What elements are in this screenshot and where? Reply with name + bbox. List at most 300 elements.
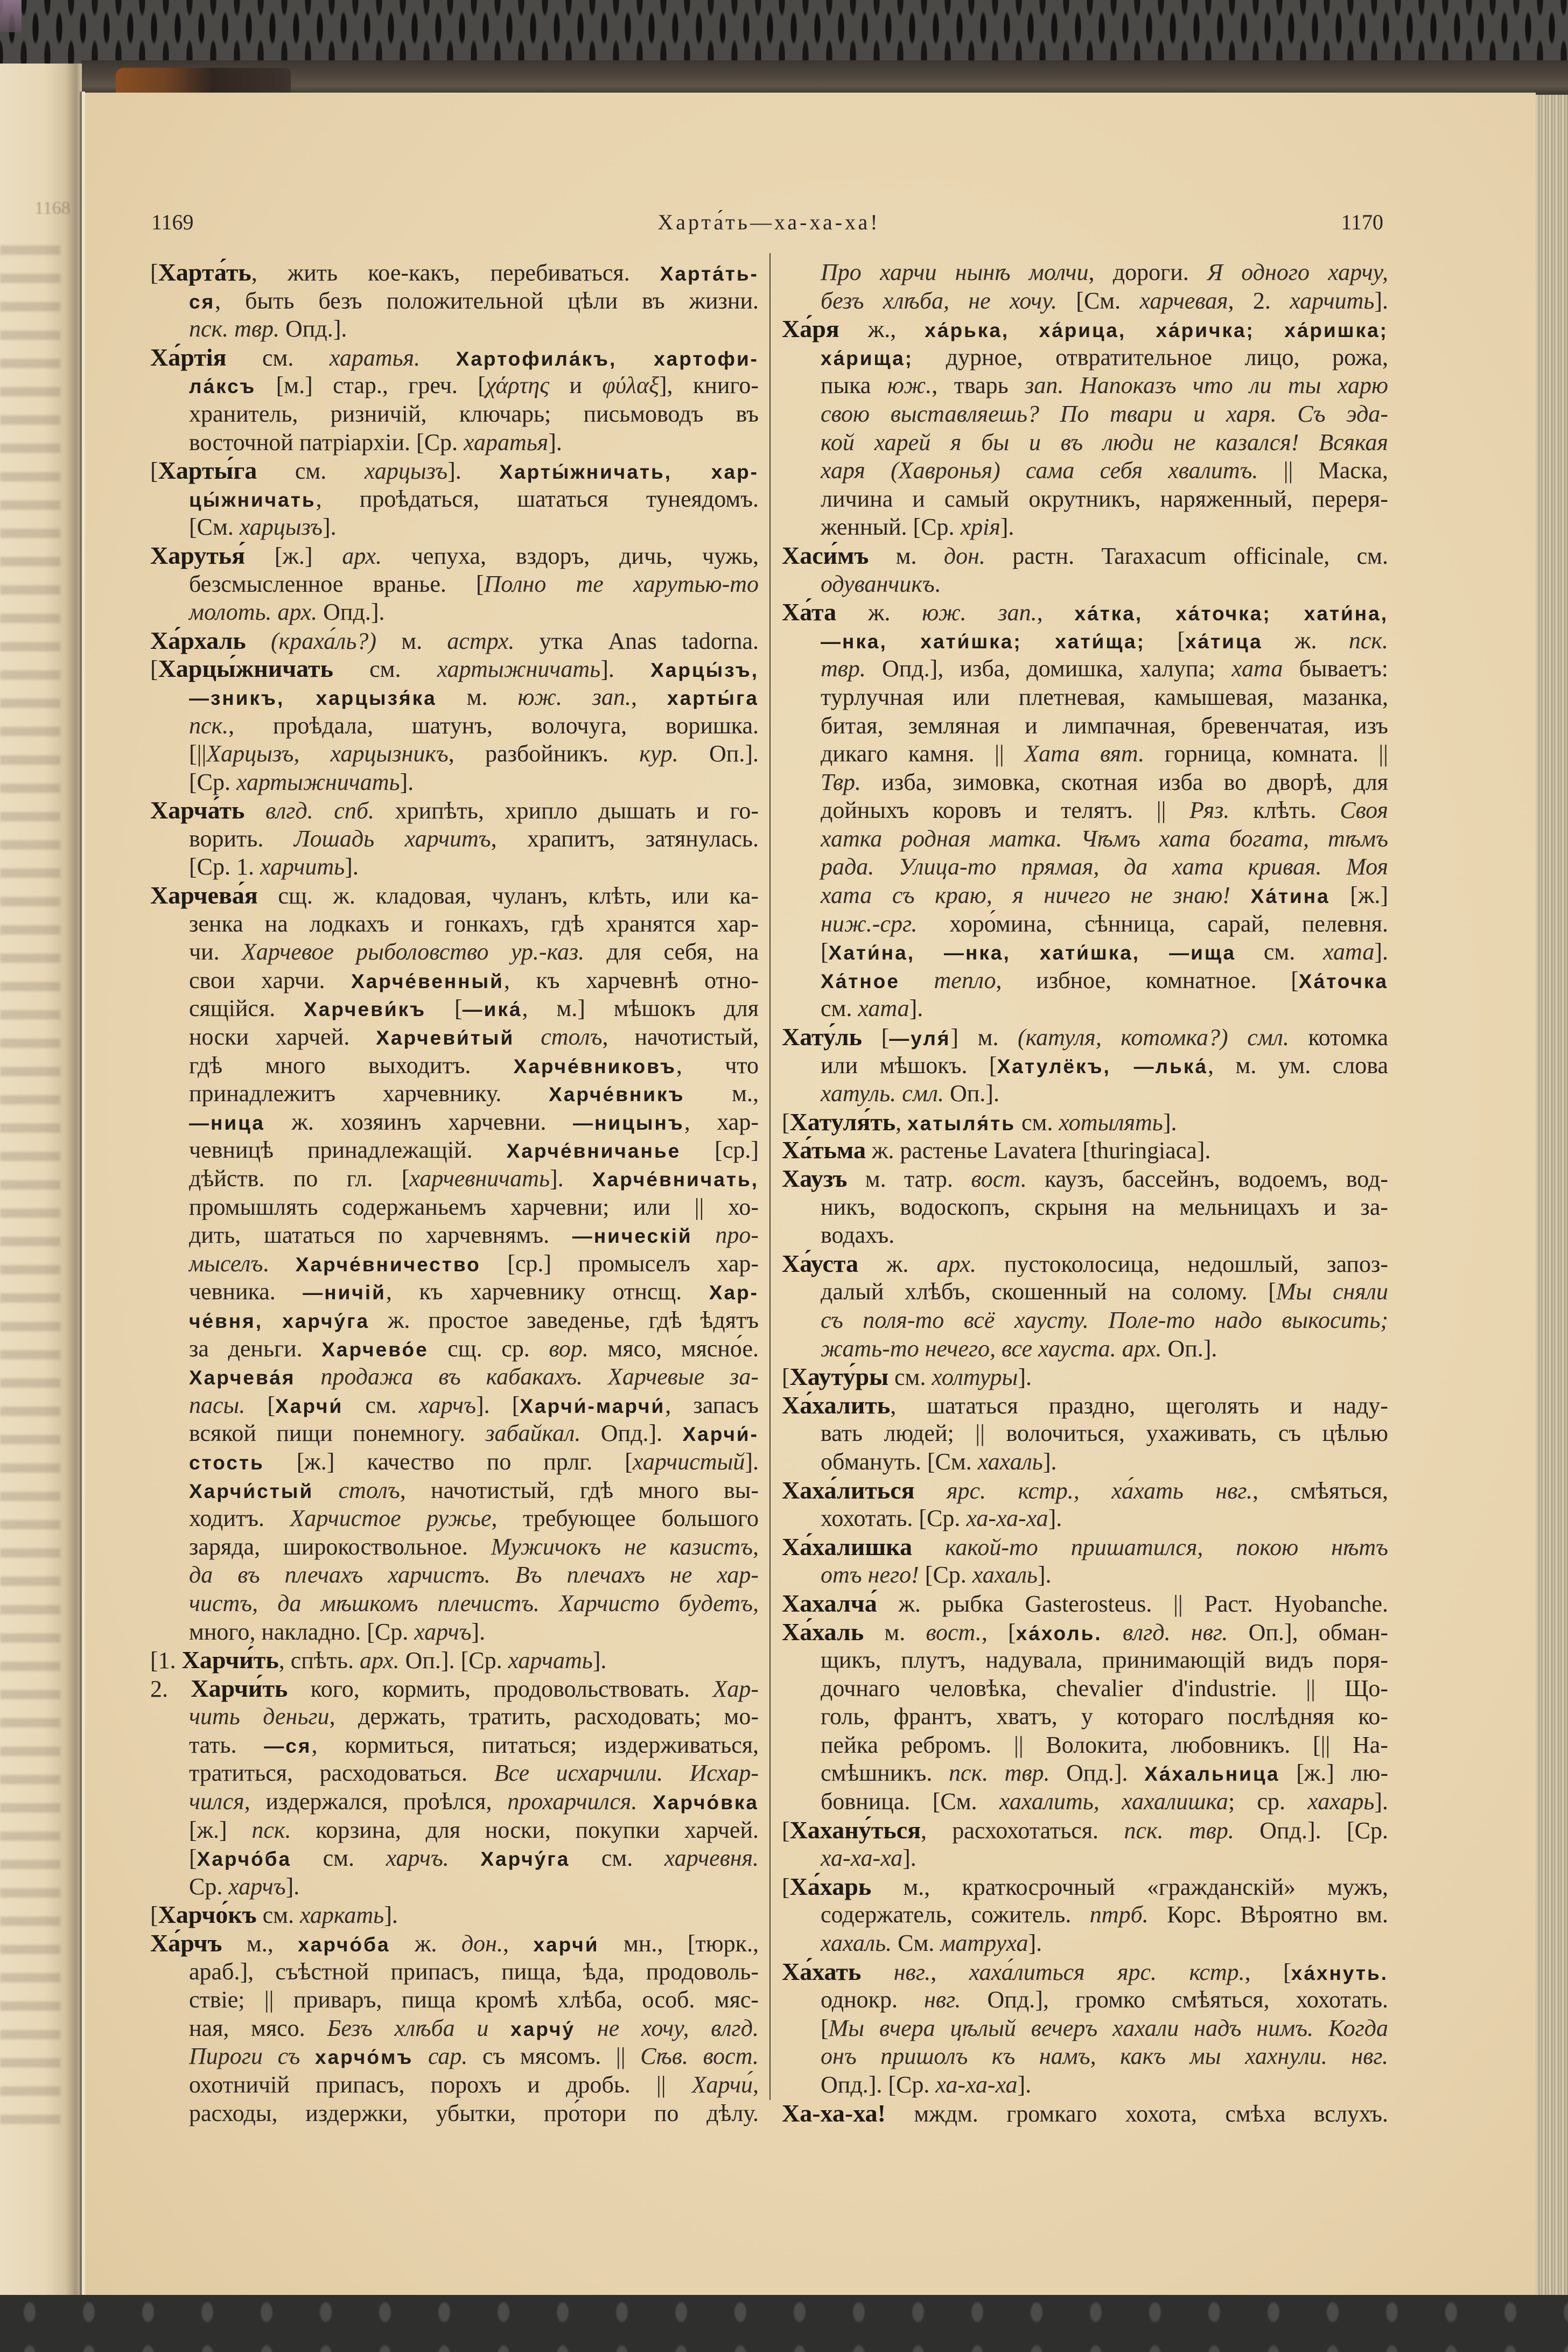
- headword-line: [150, 1901, 759, 1929]
- text-run: ж.: [390, 1930, 461, 1957]
- text-run: [: [782, 1109, 790, 1136]
- entry-line: [150, 485, 759, 514]
- italic-text: пск. твр.: [1124, 1817, 1234, 1844]
- italic-text: Мы сняли: [1276, 1278, 1388, 1305]
- headword: Ха́ртія: [150, 343, 227, 371]
- italic-text: (краха́ль?): [271, 627, 377, 654]
- text-run: [244, 797, 265, 824]
- entry-line: [782, 1193, 1388, 1222]
- entry-line: [782, 258, 1388, 287]
- entry-line: [782, 344, 1388, 372]
- italic-text: χάρτης: [485, 372, 550, 399]
- italic-text: юж. зап.: [517, 683, 632, 710]
- entry-line: [782, 1504, 1388, 1533]
- bold-form: —ика́: [462, 998, 522, 1021]
- text-run: сящійся.: [189, 995, 304, 1022]
- italic-text: про-: [715, 1222, 759, 1249]
- entry-line: [150, 1590, 759, 1618]
- italic-text: Безъ хлѣба и: [327, 2014, 489, 2041]
- headword-line: [782, 598, 1388, 627]
- italic-text: Хата вят.: [1024, 740, 1145, 767]
- italic-text: Харчи́,: [691, 2071, 759, 2098]
- italic-text: чить деньги: [189, 1703, 330, 1730]
- bold-form: —ничій: [303, 1282, 386, 1304]
- text-run: турлучная или плетневая, камышевая, мазанка,: [821, 683, 1388, 710]
- text-run: см.: [888, 1364, 932, 1391]
- text-run: [: [782, 1817, 790, 1844]
- text-run: [295, 1363, 320, 1390]
- text-run: хохотать. [Ср.: [821, 1505, 967, 1532]
- headword-line: [150, 457, 759, 485]
- text-run: , м.] мѣшокъ для: [522, 995, 759, 1022]
- entry-line: [782, 995, 1388, 1023]
- headword: Харчи́ть: [191, 1674, 288, 1702]
- headword: Ха́рчъ: [150, 1929, 222, 1957]
- text-run: [637, 1788, 653, 1815]
- text-run: Опд.].: [1049, 1760, 1145, 1787]
- bold-form: цы́жничать: [189, 488, 316, 511]
- headword-line: [150, 344, 759, 372]
- italic-text: харчить: [1290, 287, 1375, 314]
- entry-line: [782, 570, 1388, 599]
- bold-form: Харче́вничанье: [506, 1140, 681, 1163]
- italic-text: харцызъ: [239, 514, 323, 541]
- text-run: гдѣ много выходитъ.: [189, 1052, 514, 1079]
- italic-text: какой-то пришатился, покою нѣтъ: [944, 1534, 1389, 1560]
- entry-line: [150, 1448, 759, 1476]
- italic-text: Я одного харчу,: [1207, 259, 1388, 285]
- italic-text: столъ: [541, 1024, 603, 1051]
- scanner-foam-top: [0, 0, 1568, 67]
- text-run: безсмысленное вранье. [: [189, 570, 484, 597]
- italic-text: (катуля, котомка?) смл.: [1018, 1024, 1289, 1051]
- text-run: , хар-: [684, 1108, 759, 1135]
- italic-text: Хар-: [712, 1675, 759, 1702]
- text-run: тать.: [189, 1731, 264, 1758]
- bold-form: Харче́вничать,: [592, 1168, 759, 1191]
- text-run: [: [821, 939, 829, 965]
- text-run: зенка на лодкахъ и гонкахъ, гдѣ хранятся хар-: [189, 910, 759, 937]
- entry-line: [150, 967, 759, 995]
- text-run: котомка: [1289, 1024, 1389, 1051]
- italic-text: ха-ха-ха: [821, 1845, 903, 1872]
- headword: Харчо́къ: [158, 1901, 257, 1929]
- text-run: [ср.]: [681, 1137, 759, 1164]
- entry-line: [782, 825, 1388, 853]
- italic-text: свою выставляешь? По твари и харя. Съ эда-: [821, 400, 1388, 427]
- text-run: араб.], съѣстной припасъ, пища, ѣда, продоволь-: [189, 1958, 759, 1985]
- text-run: ].: [1374, 1788, 1388, 1815]
- text-run: [: [189, 1845, 197, 1872]
- headword: Ха́ря: [782, 315, 839, 343]
- text-run: корзина, для носки, покупки харчей.: [291, 1816, 759, 1843]
- entry-line: [150, 712, 759, 740]
- italic-text: пск.: [251, 1816, 291, 1843]
- bold-form: ся: [189, 290, 215, 313]
- text-run: дочнаго человѣка, chevalier d'industrie. || Що-: [821, 1675, 1388, 1702]
- headword: Ха́уста: [782, 1249, 859, 1277]
- text-run: ].: [1037, 1562, 1052, 1588]
- text-run: щикъ, плутъ, надувала, принимающій видъ поря-: [821, 1647, 1388, 1674]
- italic-text: Лошадь харчитъ: [293, 825, 491, 852]
- text-run: [ср.] промыселъ хар-: [480, 1250, 759, 1277]
- text-run: , что: [676, 1052, 759, 1079]
- italic-text: хата съ краю, я ничего не знаю!: [821, 882, 1231, 909]
- bold-form: хатыля́ть: [907, 1112, 1016, 1135]
- entry-line: [150, 1561, 759, 1590]
- bold-form: Харчи́стый: [189, 1480, 314, 1502]
- headword: Ха́харь: [789, 1872, 872, 1900]
- headword: Харутья́: [150, 541, 246, 569]
- text-run: [246, 628, 271, 654]
- text-run: [: [862, 1024, 890, 1051]
- text-run: см.: [291, 1845, 386, 1872]
- entry-line: [782, 1419, 1388, 1448]
- entry-line: [150, 740, 759, 768]
- text-run: ].: [1028, 1930, 1042, 1957]
- book-top-edge: [81, 60, 1568, 95]
- entry-line: [782, 1306, 1388, 1335]
- text-run: ж. простое заведенье, гдѣ ѣдятъ: [369, 1306, 759, 1333]
- text-run: смѣшникъ.: [821, 1760, 949, 1787]
- headword: Ха́тьма: [782, 1136, 866, 1164]
- text-run: [1.: [150, 1647, 182, 1674]
- text-run: кого, кормить, продовольствовать.: [288, 1675, 713, 1702]
- text-run: [575, 2015, 597, 2041]
- entry-line: [150, 287, 759, 316]
- bold-form: Харчеви́къ: [304, 998, 426, 1021]
- running-title: Харта́ть—ха-ха-ха!: [657, 210, 880, 234]
- text-run: , къ харчевнику отнсщ.: [386, 1278, 709, 1305]
- bold-form: Хартофила́къ, хартофи-: [456, 347, 759, 370]
- text-run: тратиться, расходоваться.: [189, 1760, 494, 1787]
- text-run: ].: [1000, 514, 1014, 541]
- italic-text: юж. зап.: [922, 599, 1037, 626]
- right-column: [782, 258, 1388, 2127]
- text-run: ].: [345, 853, 359, 880]
- text-run: ж. хозяинъ харчевни.: [264, 1108, 573, 1135]
- text-run: ].: [471, 1618, 486, 1645]
- entry-line: [782, 1788, 1388, 1816]
- text-run: ].: [1048, 1505, 1062, 1532]
- text-run: чевницѣ принадлежащій.: [189, 1137, 507, 1164]
- text-run: см.: [226, 344, 330, 371]
- text-run: ж.: [858, 1250, 937, 1277]
- bold-form: ла́ксъ: [189, 375, 256, 398]
- entry-line: [150, 1958, 759, 1986]
- text-run: однокр.: [821, 1986, 925, 2013]
- italic-text: арх.: [359, 1647, 400, 1674]
- text-run: ,: [1037, 599, 1075, 626]
- text-run: [861, 1959, 893, 1985]
- headword-line: [782, 1476, 1388, 1505]
- text-run: расходы, издержки, убытки, про́тори по дѣлу.: [189, 2099, 759, 2126]
- italic-text: безъ хлѣба, не хочу.: [821, 287, 1057, 314]
- text-run: ,: [895, 1109, 908, 1136]
- entry-line: [150, 1759, 759, 1788]
- entry-line: [150, 1108, 759, 1137]
- text-run: [420, 345, 456, 371]
- italic-text: пасы.: [189, 1391, 246, 1418]
- text-run: см.: [256, 1902, 300, 1929]
- italic-text: кур.: [639, 740, 678, 767]
- entry-line: [150, 1533, 759, 1562]
- headword-line: [150, 1646, 759, 1675]
- text-run: сщ. ср.: [428, 1335, 549, 1362]
- text-run: ].: [323, 514, 337, 541]
- italic-text: хатуль. смл.: [821, 1080, 944, 1107]
- bold-form: Харчи́: [275, 1395, 344, 1417]
- text-run: бываетъ:: [1283, 655, 1388, 682]
- text-run: содержатель, сожитель.: [821, 1901, 1090, 1928]
- entry-line: [150, 825, 759, 853]
- text-run: , разбойникъ.: [448, 740, 640, 767]
- headword: Харча́ть: [150, 796, 245, 824]
- text-run: ж.: [1262, 627, 1349, 654]
- entry-line: [782, 1561, 1388, 1590]
- italic-text: матруха: [940, 1930, 1028, 1957]
- italic-text: харатья.: [329, 344, 421, 371]
- text-run: , издержался, проѣлся,: [244, 1788, 508, 1815]
- bold-form: Харче́вникъ: [549, 1083, 685, 1106]
- italic-text: хахалить, хахалишка: [999, 1788, 1228, 1815]
- entry-line: [150, 1335, 759, 1363]
- text-run: личина и самый окрутникъ, наряженный, переря-: [821, 485, 1388, 512]
- text-run: или мѣшокъ. [: [821, 1052, 997, 1079]
- bold-form: харчу́: [510, 2018, 576, 2040]
- text-run: Оп.]. [Ср.: [399, 1647, 508, 1674]
- headword-line: [150, 258, 759, 287]
- text-run: || Маска,: [1258, 457, 1388, 484]
- bold-form: —ническій: [572, 1225, 692, 1248]
- text-run: ная, мясо.: [189, 2014, 327, 2041]
- text-run: , держать, тратить, расходовать; мо-: [329, 1703, 759, 1730]
- text-run: [ж.]: [245, 542, 342, 569]
- bold-form: Хатулёкъ, —лька́: [997, 1055, 1208, 1077]
- text-run: восточной патріархіи. [Ср.: [189, 429, 464, 456]
- corner-smear: [0, 0, 22, 32]
- text-run: ,: [930, 1958, 969, 1985]
- text-run: Оп.].: [678, 740, 759, 767]
- text-run: , проѣдала, шатунъ, волочуга, воришка.: [228, 712, 759, 739]
- text-run: принадлежитъ харчевнику.: [189, 1080, 549, 1107]
- entry-line: [150, 1023, 759, 1052]
- text-run: , спѣть.: [278, 1647, 360, 1674]
- text-run: [1102, 1619, 1123, 1646]
- text-run: водахъ.: [821, 1222, 895, 1249]
- headword: Ха́халить: [782, 1391, 891, 1419]
- headword: Хахану́ться: [789, 1816, 921, 1844]
- italic-text: Пироги съ: [189, 2043, 300, 2070]
- italic-text: дон.: [461, 1930, 503, 1957]
- italic-text: харцызъ: [364, 458, 448, 485]
- text-run: [: [150, 1902, 158, 1929]
- bold-form: Харчеви́тый: [376, 1027, 515, 1049]
- text-run: .: [934, 570, 941, 597]
- text-run: съ мясомъ. ||: [467, 2043, 641, 2070]
- text-run: дить, шататься по харчевнямъ.: [189, 1222, 572, 1249]
- bold-form: Харче́венный: [351, 970, 504, 992]
- italic-text: хахаль: [977, 1448, 1043, 1475]
- entry-line: [782, 712, 1388, 740]
- entry-line: [782, 740, 1388, 768]
- italic-text: кой харей я бы и въ люди не казался! Всякая: [821, 429, 1388, 456]
- entry-line: [782, 938, 1388, 967]
- italic-text: тепло: [934, 967, 996, 993]
- headword-line: [782, 1250, 1388, 1278]
- entry-line: [150, 1221, 759, 1250]
- text-run: , храпитъ, затянулась.: [491, 825, 759, 852]
- text-run: ].: [447, 458, 500, 485]
- text-run: ] м.: [950, 1024, 1018, 1051]
- bold-form: Харчи́-марчи́: [520, 1395, 666, 1417]
- bold-form: —нка, хати́шка; хати́ща;: [821, 630, 1145, 653]
- text-run: голь, франтъ, хватъ, у котораго послѣдняя ко-: [821, 1703, 1388, 1730]
- entry-line: [150, 1136, 759, 1165]
- bold-form: Харчу́га: [480, 1848, 570, 1871]
- entry-line: [150, 1986, 759, 2014]
- entry-line: [782, 1986, 1388, 2014]
- italic-text: сар.: [428, 2043, 468, 2070]
- entry-line: [782, 457, 1388, 485]
- text-run: , требующее большого: [491, 1505, 759, 1532]
- text-run: , жить кое-какъ, перебиваться.: [251, 260, 660, 286]
- italic-text: Напоказъ что ли ты харю: [1080, 372, 1388, 399]
- headword-line: [782, 1363, 1388, 1391]
- italic-text: φύλαξ: [602, 372, 659, 399]
- previous-page-faint-text: [0, 237, 60, 2143]
- italic-text: нвг.: [924, 1986, 961, 2013]
- text-run: см.: [1016, 1109, 1059, 1136]
- text-run: дикаго камня. ||: [821, 740, 1025, 767]
- text-run: м., краткосрочный «гражданскій» мужъ,: [871, 1873, 1388, 1900]
- italic-text: одуванчикъ: [821, 570, 935, 597]
- bold-form: —ся: [264, 1734, 312, 1757]
- italic-text: холтуры: [932, 1364, 1018, 1391]
- text-run: [: [426, 995, 463, 1022]
- text-run: ж. рыбка Gasterosteus. || Раст. Hyobanche.: [877, 1590, 1388, 1617]
- text-run: далый хлѣбъ, скошенный на солому. [: [821, 1278, 1276, 1305]
- italic-text: птрб.: [1089, 1901, 1149, 1928]
- italic-text: харчистый: [632, 1448, 745, 1475]
- text-run: пустоколосица, недошлый, запоз-: [976, 1250, 1388, 1277]
- text-run: мждм. громкаго хохота, смѣха вслухъ.: [885, 2100, 1388, 2127]
- column-divider: [769, 253, 771, 2100]
- italic-text: харчевничать: [409, 1165, 550, 1192]
- text-run: ].: [909, 995, 923, 1022]
- headword-line: [150, 627, 759, 655]
- text-run: ].: [285, 1873, 300, 1900]
- entry-line: [782, 1448, 1388, 1476]
- text-run: заряда, широкоствольное.: [189, 1533, 491, 1560]
- italic-text: да въ плечахъ харчистъ. Въ плечахъ не хар-: [189, 1562, 759, 1588]
- entry-line: [150, 1618, 759, 1647]
- italic-text: вор.: [549, 1335, 589, 1362]
- text-run: ; ср.: [1228, 1788, 1308, 1815]
- italic-text: Ряз.: [1189, 797, 1230, 824]
- text-run: , 2.: [1228, 287, 1290, 314]
- text-run: Оп.], обман-: [1228, 1619, 1389, 1646]
- headword-line: [782, 1165, 1388, 1193]
- text-run: [См.: [1057, 287, 1140, 314]
- text-run: , дороги.: [1088, 259, 1208, 285]
- bold-form: Харчево́е: [321, 1338, 429, 1361]
- entry-line: [150, 1278, 759, 1306]
- italic-text: хатка родная матка. Чѣмъ хата богата, тѣмъ: [821, 825, 1388, 852]
- entry-line: [150, 513, 759, 542]
- text-run: [: [150, 458, 158, 485]
- page-number-right: 1170: [1341, 210, 1383, 234]
- text-run: Опд.].: [279, 316, 347, 342]
- entry-line: [150, 995, 759, 1023]
- text-run: утка Anas tadorna.: [514, 627, 759, 654]
- text-run: [: [782, 1364, 790, 1391]
- text-run: , м. ум. слова: [1208, 1052, 1388, 1079]
- text-run: [1230, 882, 1251, 908]
- italic-text: Харцызъ, харцызникъ: [206, 740, 449, 767]
- italic-text: жать-то нечего, все хауста. арх.: [821, 1335, 1162, 1362]
- entry-line: [150, 1844, 759, 1873]
- text-run: каузъ, бассейнъ, водоемъ, вод-: [1026, 1166, 1389, 1192]
- headword-line: [782, 1873, 1388, 1901]
- headword-line: [150, 881, 759, 910]
- italic-text: хотылять: [1059, 1109, 1163, 1136]
- bold-form: харчо́мъ: [315, 2046, 414, 2069]
- entry-line: [150, 1476, 759, 1505]
- text-run: [Ср. 1.: [189, 853, 260, 880]
- headword-line: [782, 1958, 1388, 1986]
- entry-line: [150, 1788, 759, 1816]
- italic-text: Харчевое рыболовство ур.-каз.: [242, 939, 585, 965]
- italic-text: арх.: [342, 542, 382, 569]
- italic-text: хата: [1323, 939, 1375, 965]
- text-run: сщ. ж. кладовая, чуланъ, клѣть, или ка-: [257, 883, 759, 909]
- text-run: , тварь: [932, 372, 1025, 399]
- italic-text: зап.: [1025, 372, 1064, 399]
- italic-text: харчать: [508, 1647, 593, 1674]
- bold-form: —ницынъ: [572, 1111, 684, 1134]
- text-run: .: [263, 1250, 296, 1277]
- italic-text: хаха́литься ярс. кстр.: [969, 1958, 1245, 1985]
- headword-line: [782, 1816, 1388, 1845]
- italic-text: забайкал.: [485, 1420, 581, 1447]
- bold-form: ха́рька, ха́рица, ха́ричка; ха́ришка;: [925, 319, 1389, 342]
- italic-text: хахарь: [1307, 1788, 1375, 1815]
- scanner-foam-bottom: [0, 2295, 1568, 2352]
- entry-line: [150, 938, 759, 967]
- bold-form: ха́тица: [1185, 630, 1263, 653]
- italic-text: Мужичокъ не казистъ,: [491, 1533, 759, 1560]
- headword-line: [782, 1533, 1388, 1562]
- entry-line: [782, 683, 1388, 712]
- italic-text: твр.: [821, 655, 866, 682]
- entry-line: [150, 910, 759, 939]
- bold-form: харты́га: [667, 687, 759, 709]
- italic-text: Сѣв. вост.: [640, 2043, 759, 2070]
- entry-line: [150, 683, 759, 712]
- italic-text: ярс. кстр., ха́хать нвг.: [947, 1477, 1252, 1504]
- entry-line: [782, 910, 1388, 939]
- headword-line: [782, 1108, 1388, 1137]
- entry-line: [782, 1703, 1388, 1731]
- italic-text: харчъ: [414, 1618, 472, 1645]
- text-run: для себя, на: [584, 939, 759, 965]
- italic-text: чился: [189, 1788, 244, 1815]
- bold-form: —зникъ, харцызя́ка: [189, 687, 437, 709]
- bold-form: че́вня, харчу́га: [189, 1310, 370, 1332]
- headword: Хауту́ры: [789, 1363, 889, 1391]
- italic-text: продажа въ кабакахъ. Харчевые за-: [320, 1363, 759, 1390]
